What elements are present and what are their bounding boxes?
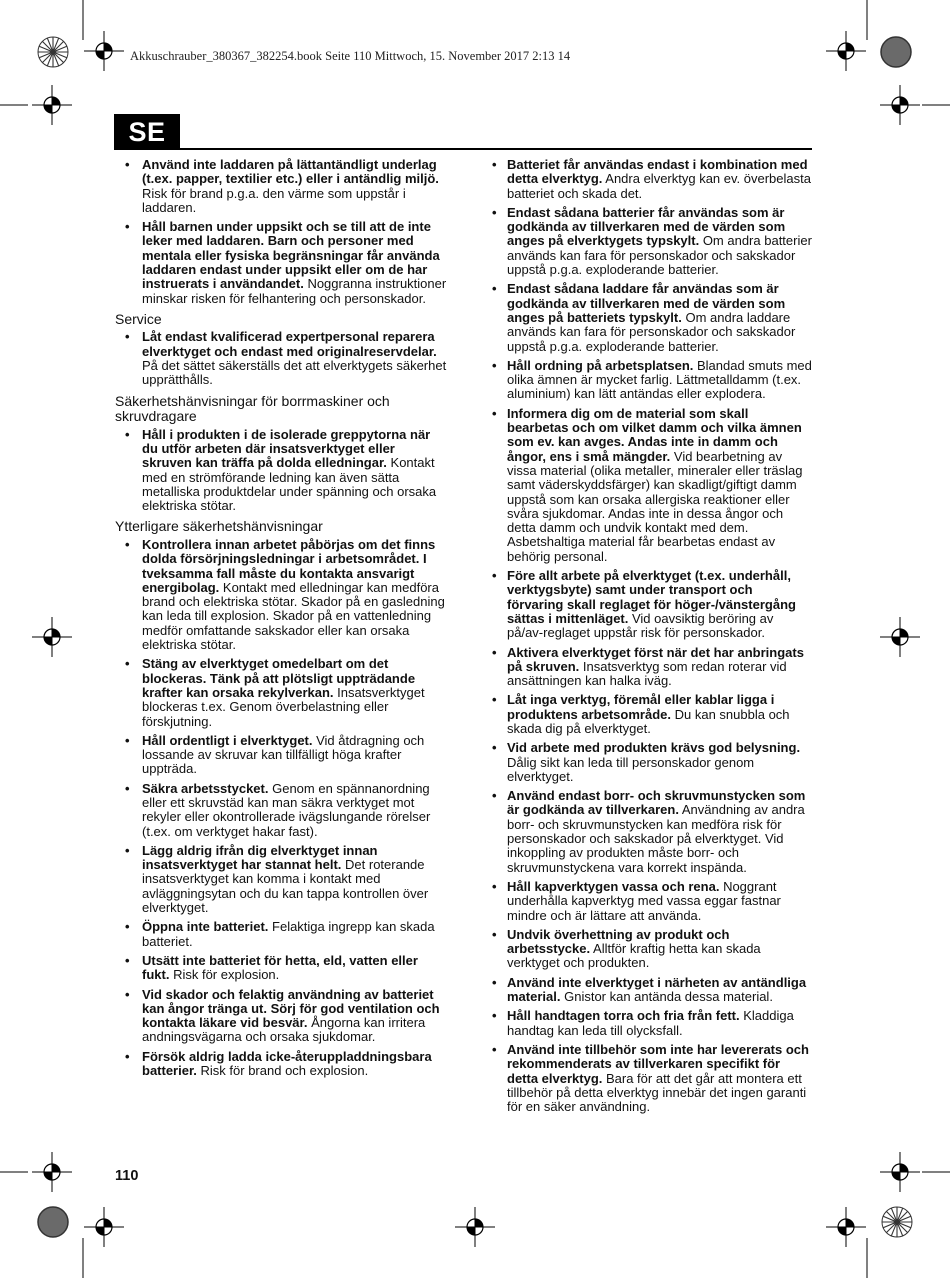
list-item: • Utsätt inte batteriet för hetta, eld, vatten eller fukt. Risk för explosion. <box>115 954 448 983</box>
crosshair-mark-right-bottom <box>880 1152 920 1192</box>
list-item: • Batteriet får användas endast i kombination med detta elverktyg. Andra elverktyg kan ev. överbelasta batteriet och skada det. <box>490 158 812 201</box>
further-safety-list <box>115 538 448 1078</box>
sunburst-target-top-left <box>37 36 69 68</box>
list-item: • Före allt arbete på elverktyget (t.ex. underhåll, verktygsbyte) samt under transport och förvaring skall reglaget för höger-/vänstergång sättas i mittenläget. Vid oavsiktig beröring av på/av-reglaget uppstår risk för personskador. <box>490 569 812 640</box>
crosshair-mark-bottom-center <box>455 1207 495 1247</box>
crosshair-mark-left-top <box>32 85 72 125</box>
list-item: • Endast sådana batterier får användas som är godkända av tillverkaren med de värden som anges på elverktygets typskylt. Om andra batterier används kan fara för personskador och sakskador uppstå p.g.a. exploderande batterier. <box>490 206 812 277</box>
list-item: • Använd inte elverktyget i närheten av antändliga material. Gnistor kan antända dessa material. <box>490 976 812 1005</box>
crosshair-mark-left-middle <box>32 617 72 657</box>
header-rule <box>180 148 812 150</box>
list-item: • Kontrollera innan arbetet påbörjas om det finns dolda försörjningsledningar i arbetsområdet. I tveksamma fall måste du kontakta ansvarigt energibolag. Kontakt med elledningar kan medföra brand och elektriska stötar. Skador på en gasledning kan leda till explosion. Skador på en vattenledning medför omfattande sakskador eller kan orsaka elektriska stötar. <box>115 538 448 652</box>
crosshair-mark-top-2 <box>826 31 866 71</box>
sunburst-target-bottom-right <box>881 1206 913 1238</box>
list-item: • Informera dig om de material som skall bearbetas och om vilket damm och vilka ämnen som ev. kan avges. Andas inte in damm och ångor, ens i små mängder. Vid bearbetning av vissa material (olika metaller, mineraler eller träslag samt väderskyddsfärger) kan skadligt/giftigt damm uppstå som kan orsaka allergiska reaktioner eller svåra sjukdomar. Andas inte in dessa ångor och detta damm och undvik kontakt med dem. Asbetshaltiga material får bearbetas endast av behörig personal. <box>490 407 812 564</box>
crosshair-mark-right-top <box>880 85 920 125</box>
list-item: • Låt inga verktyg, föremål eller kablar ligga i produktens arbetsområde. Du kan snubbla och skada dig på elverktyget. <box>490 693 812 736</box>
list-item: • Håll kapverktygen vassa och rena. Noggrant underhålla kapverktyg med vassa eggar fastnar mindre och är lättare att använda. <box>490 880 812 923</box>
list-item: • Öppna inte batteriet. Felaktiga ingrepp kan skada batteriet. <box>115 920 448 949</box>
crosshair-mark-bottom-1 <box>84 1207 124 1247</box>
list-item: • Lägg aldrig ifrån dig elverktyget innan insatsverktyget har stannat helt. Det roterande insatsverktyget kan komma i kontakt med avläggningsytan och du kan tappa kontrollen över elverktyget. <box>115 844 448 915</box>
list-item: • Försök aldrig ladda icke-återuppladdningsbara batterier. Risk för brand och explosion. <box>115 1050 448 1079</box>
battery-and-tool-safety-list <box>490 158 812 1114</box>
crosshair-mark-top-1 <box>84 31 124 71</box>
list-item: • Använd inte tillbehör som inte har levererats och rekommenderats av tillverkaren specifikt för detta elverktyg. Bara för att det går att montera ett tillbehör på detta elverktyg innebär det ingen garanti för en säker användning. <box>490 1043 812 1114</box>
list-item: • Låt endast kvalificerad expertpersonal reparera elverktyget och endast med originalreservdelar. På det sättet säkerställs det att elverktygets säkerhet upprätthålls. <box>115 330 448 387</box>
list-item: • Stäng av elverktyget omedelbart om det blockeras. Tänk på att plötsligt uppträdande krafter kan orsaka rekylverkan. Insatsverktyget blockeras t.ex. Genom överbelastning eller förskjutning. <box>115 657 448 728</box>
left-column <box>115 158 448 1083</box>
section-heading-further-safety: Ytterligare säkerhetshänvisningar <box>115 518 323 535</box>
list-item: • Vid skador och felaktig användning av batteriet kan ångor tränga ut. Sörj för god ventilation och kontakta läkare vid besvär. Ångorna kan irritera andningsvägarna och orsaka sjukdomar. <box>115 988 448 1045</box>
section-heading-service: Service <box>115 310 162 327</box>
crosshair-mark-left-bottom <box>32 1152 72 1192</box>
list-item: • Vid arbete med produkten krävs god belysning. Dålig sikt kan leda till personskador genom elverktyget. <box>490 741 812 784</box>
charger-safety-list <box>115 158 448 306</box>
list-item: • Aktivera elverktyget först när det har anbringats på skruven. Insatsverktyg som redan roterar vid ansättningen kan halka iväg. <box>490 646 812 689</box>
drill-safety-list <box>115 428 448 514</box>
language-badge: SE <box>114 114 180 150</box>
page-number: 110 <box>115 1168 139 1184</box>
list-item: • Använd endast borr- och skruvmunstycken som är godkända av tillverkaren. Användning av andra borr- och skruvmunstycken kan medföra risk för personskador och sakskador på elverktyget. Vid inkoppling av produkten måste borr- och skruvmunstyckena vara korrekt inspända. <box>490 789 812 875</box>
gray-registration-dot-top-right <box>879 35 913 69</box>
service-list <box>115 330 448 387</box>
gray-registration-dot-bottom-left <box>36 1205 70 1239</box>
list-item: • Säkra arbetsstycket. Genom en spännanordning eller ett skruvstäd kan man säkra verktyget mot rekyler eller okontrollerade ivägslungande rörelser (t.ex. om verktyget hakar fast). <box>115 782 448 839</box>
list-item: • Håll i produkten i de isolerade greppytorna när du utför arbeten där insatsverktyget eller skruven kan träffa på dolda elledningar. Kontakt med en strömförande ledning kan även sätta metalliska produktdelar under spänning och orsaka elektriska stötar. <box>115 428 448 514</box>
list-item: • Håll ordning på arbetsplatsen. Blandad smuts med olika ämnen är mycket farlig. Lättmetalldamm (t.ex. aluminium) kan lätt antändas eller explodera. <box>490 359 812 402</box>
section-heading-drill-safety: Säkerhetshänvisningar för borrmaskiner och skruvdragare <box>115 392 390 425</box>
file-info-header: Akkuschrauber_380367_382254.book Seite 110 Mittwoch, 15. November 2017 2:13 14 <box>130 49 571 63</box>
list-item: • Håll barnen under uppsikt och se till att de inte leker med laddaren. Barn och personer med mentala eller fysiska begränsningar får använda laddaren endast under uppsikt eller om de har instruerats i användandet. Noggranna instruktioner minskar risken för felhantering och personskador. <box>115 220 448 306</box>
list-item: • Endast sådana laddare får användas som är godkända av tillverkaren med de värden som anges på batteriets typskylt. Om andra laddare används kan fara för personskador och sakskador uppstå p.g.a. exploderande batterier. <box>490 282 812 353</box>
crosshair-mark-bottom-2 <box>826 1207 866 1247</box>
crosshair-mark-right-middle <box>880 617 920 657</box>
list-item: • Håll handtagen torra och fria från fett. Kladdiga handtag kan leda till olycksfall. <box>490 1009 812 1038</box>
list-item: • Håll ordentligt i elverktyget. Vid åtdragning och lossande av skruvar kan tillfälligt höga krafter uppträda. <box>115 734 448 777</box>
right-column <box>490 158 812 1119</box>
list-item: • Använd inte laddaren på lättantändligt underlag (t.ex. papper, textilier etc.) eller i antändlig miljö. Risk för brand p.g.a. den värme som uppstår i laddaren. <box>115 158 448 215</box>
list-item: • Undvik överhettning av produkt och arbetsstycke. Alltför kraftig hetta kan skada verktyget och produkten. <box>490 928 812 971</box>
